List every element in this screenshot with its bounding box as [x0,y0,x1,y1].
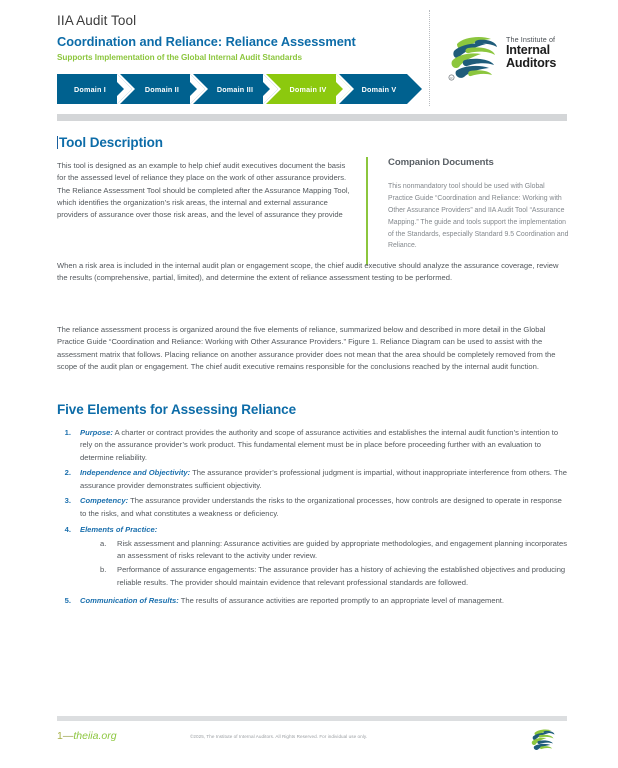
five-elements-heading: Five Elements for Assessing Reliance [57,402,296,417]
header-title: Coordination and Reliance: Reliance Assessment [57,33,356,49]
iia-logo-wordmark [506,36,556,70]
list-item-body [80,595,569,607]
sub-list-item [80,564,569,589]
domain-chevron-4-label: Domain IV [289,85,327,94]
list-item [57,467,569,492]
footer-page-number: 1 [57,730,63,742]
list-item-body [80,467,569,492]
domain-chevron-1[interactable] [57,74,132,104]
tool-description-heading-text: Tool Description [59,135,163,150]
list-item [57,427,569,464]
domain-chevron-1-label: Domain I [74,85,106,94]
footer-globe-icon [530,728,556,752]
svg-text:R: R [450,76,453,81]
list-item-body [80,427,569,464]
list-item-lead: Elements of Practice: [80,524,158,534]
footer-page-and-site [57,730,117,742]
list-item-text: The assurance provider understands the risks to the organizational processes, how controls are designed to operate in response to the risks, and what constitutes a weakness or deficiency. [80,496,562,518]
footer-dash: — [62,730,74,742]
domain-chevron-2-label: Domain II [144,85,180,94]
list-item-number: 5. [64,595,71,605]
list-item-lead: Independence and Objectivity: [80,468,191,478]
list-item-lead: Communication of Results: [80,595,179,605]
list-item-body [80,524,569,591]
list-item-number: 3. [64,496,71,506]
sub-list-item-marker: a. [100,538,107,548]
sub-list-item-text: Risk assessment and planning: Assurance activities are guided by appropriate methodologies, and engagement planning incorporates an assessment of risks relevant to the activity under review. [117,538,567,561]
iia-logo-line3: Auditors [506,56,557,71]
domain-chevron-5-label: Domain V [361,85,397,94]
tool-description-paragraph-2-wrap [57,260,567,285]
iia-logo-line2: Internal [506,43,550,58]
header-kicker: IIA Audit Tool [57,13,137,28]
companion-documents-body: This nonmandatory tool should be used with Global Practice Guide “Coordination and Reliance: Working with Other Assurance Providers” and IIA Audit Tool “Assurance Mapping.” The guide and tools support the implementation of the Standards, especially Standard 9.5 Coordination and Reliance. [388,183,569,250]
list-item-text: The assurance provider’s professional judgment is impartial, without inappropriate interference from others. The assurance provider demonstrates sufficient objectivity. [80,468,567,490]
page-footer [0,716,618,768]
text-caret [57,136,58,149]
list-item-lead: Purpose: [80,428,113,437]
footer-site-link[interactable]: theiia.org [73,730,117,742]
list-item-number: 4. [64,524,71,534]
companion-documents-panel [366,157,571,265]
list-item [57,524,569,591]
list-item-body [80,495,569,520]
domain-chevron-4[interactable] [266,74,351,104]
tool-description-column [57,160,353,232]
header-vertical-divider [429,10,431,106]
iia-globe-icon [448,34,500,82]
domain-chevron-3-label: Domain III [216,85,254,94]
list-item-number: 2. [64,468,71,478]
sub-list-item-marker: b. [100,565,107,575]
list-item-text: The results of assurance activities are reported promptly to an appropriate level of management. [178,595,505,605]
list-item-lead: Competency: [80,496,129,506]
header-titles [57,14,422,62]
five-elements-list [57,427,569,610]
domain-chevron-2[interactable] [120,74,205,104]
companion-documents-heading: Companion Documents [388,157,494,168]
list-item-number: 1. [64,428,71,437]
list-item [57,595,569,607]
five-elements-heading-wrap [57,402,296,417]
header-gray-band [57,114,567,121]
tool-description-paragraph-3: The reliance assessment process is organized around the five elements of reliance, summarized below and described in more detail in the Global Practice Guide “Coordination and Reliance: Working with Other Assurance Providers.” Figure 1. Reliance Diagram can be used to assist with the assessment matrix that follows. Placing reliance on another assurance provider does not mean that the area should be completely removed from the scope of the audit plan or engagement. The chief audit executive remains responsible for the conclusions reached by the internal audit function. [57,325,556,371]
tool-description-paragraph-3-wrap [57,324,567,373]
sub-list [80,538,569,589]
domain-chevron-3[interactable] [193,74,278,104]
footer-copyright: ©2025, The Institute of Internal Auditors. All Rights Reserved. For individual use only. [190,734,368,739]
iia-logo [448,32,578,84]
domain-chevron-bar [57,74,422,104]
iia-logo-line1: The Institute of [506,35,556,44]
page-header [0,0,618,112]
list-item [57,495,569,520]
tool-description-paragraph-1: This tool is designed as an example to help chief audit executives document the basis for the assessed level of reliance they place on the work of other assurance providers. The Reliance Assessment Tool should be completed after the Assurance Mapping Tool, which identifies the organization’s risk areas, the internal and external assurance providers of assurance over those risk areas, and the level of assurance they provide [57,161,350,220]
domain-chevron-5[interactable] [339,74,422,104]
tool-description-heading-wrap [57,135,163,150]
list-item-text: A charter or contract provides the authority and scope of assurance activities and establishes the internal audit function’s intention to rely on the assurance provider’s work product. This fundamental element must be in place before proceeding further with an evaluation to determine reliability. [80,428,559,462]
tool-description-heading [57,135,163,150]
sub-list-item-text: Performance of assurance engagements: The assurance provider has a history of achieving the established objectives and producing reliable results. The provider should maintain evidence that relevant professional standards are followed. [117,565,566,587]
sub-list-item [80,538,569,563]
footer-gray-band [57,716,567,721]
tool-description-paragraph-2: When a risk area is included in the internal audit plan or engagement scope, the chief audit executive should analyze the assurance coverage, review the results (comprehensive, partial, limited), and determine the extent of reliance assessment testing to be performed. [57,261,559,283]
header-subtitle: Supports Implementation of the Global Internal Audit Standards [57,52,302,62]
